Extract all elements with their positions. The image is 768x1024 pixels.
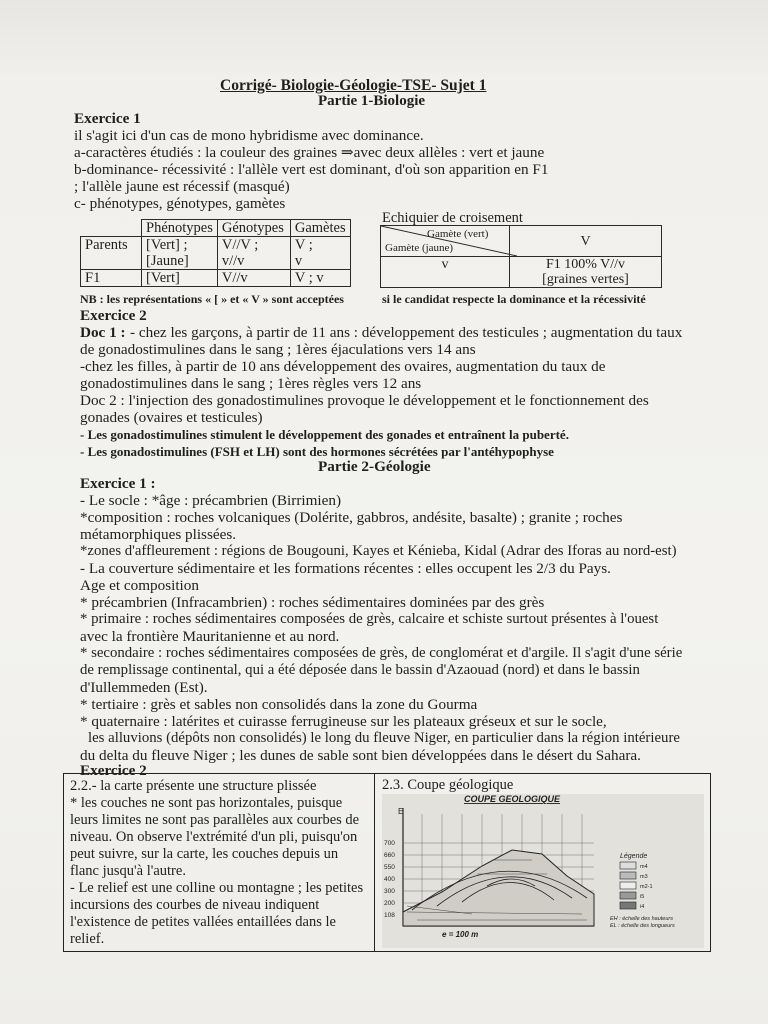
bio-ex2-conclusion: - Les gonadostimulines stimulent le développement des gonades et entraînent la puberté. (80, 427, 569, 442)
geo-line: du delta du fleuve Niger ; les dunes de sable sont bien développées dans le désert du Sahara. (80, 747, 641, 764)
y-tick: 200 (384, 900, 395, 907)
y-tick: 400 (384, 876, 395, 883)
legend-item: m4 (640, 864, 648, 870)
f1-genotype: V//v (217, 270, 290, 287)
parents-genotypes: V//V ; v//v (217, 237, 290, 270)
corner-top-label: Gamète (vert) (427, 228, 489, 240)
row-label-f1: F1 (81, 270, 142, 287)
geological-section-figure (382, 794, 704, 948)
bio-ex2-title: Exercice 2 (80, 307, 147, 324)
geo-line: * précambrien (Infracambrien) : roches sédimentaires dominées par des grès (80, 594, 545, 611)
geo-line: avec la frontière Mauritanienne et au nord. (80, 628, 340, 645)
box-left-line: leurs limites ne sont pas parallèles aux courbes de (70, 812, 360, 828)
table-corner (81, 220, 142, 237)
geo-line: *zones d'affleurement : régions de Bougouni, Kayes et Kénieba, Kidal (Adrar des Iforas au nord-est) (80, 543, 677, 559)
geo-line: les alluvions (dépôts non consolidés) le long du fleuve Niger, en particulier dans la région intérieure (88, 730, 680, 746)
genetics-table (80, 219, 351, 287)
f1-gametes: V ; v (290, 270, 350, 287)
geo-line: d'Iullemmeden (Est). (80, 679, 208, 696)
nb-note-left: NB : les représentations « [ » et « V » sont acceptées (80, 292, 344, 306)
legend-item: m2-1 (640, 884, 653, 890)
bio-ex1-line: il s'agit ici d'un cas de mono hybridisme avec dominance. (74, 127, 424, 144)
box-divider (374, 774, 375, 951)
bio-ex1-line: ; l'allèle jaune est récessif (masqué) (74, 178, 290, 195)
geo-line: de remplissage continental, qui a été déposée dans le bassin d'Azaouad (nord) et dans le bassin (80, 662, 640, 678)
coupe-section-title: 2.3. Coupe géologique (382, 777, 514, 793)
box-left-line: - Le relief est une colline ou montagne ; les petites (70, 880, 364, 896)
grid-corner (381, 226, 510, 257)
bio-ex2-line: -chez les filles, à partir de 10 ans développement des ovaires, augmentation du taux de (80, 358, 606, 375)
legend-item: i4 (640, 904, 645, 910)
table-header: Génotypes (217, 220, 290, 237)
doc1-label: Doc 1 : (80, 324, 126, 341)
bio-ex1-line: c- phénotypes, génotypes, gamètes (74, 195, 286, 212)
box-left-line: relief. (70, 931, 105, 947)
crossing-grid-title: Echiquier de croisement (382, 210, 523, 226)
row-label-parents: Parents (81, 237, 142, 270)
parents-phenotypes: [Vert] ; [Jaune] (142, 237, 218, 270)
bio-ex2-line: gonades (ovaires et testicules) (80, 409, 263, 426)
box-left-line: peut suivre, sur la carte, les couches depuis un (70, 846, 339, 862)
box-left-line: * les couches ne sont pas horizontales, puisque (70, 795, 343, 811)
grid-col-header: V (510, 226, 662, 257)
y-tick: 700 (384, 840, 395, 847)
grid-row-header: v (381, 257, 510, 288)
box-left-line: l'existence de petites vallées entaillées dans le (70, 914, 336, 930)
bio-ex2-line: gonadostimulines dans le sang ; 1ères règles vers 12 ans (80, 375, 422, 392)
geo-line: Age et composition (80, 577, 199, 594)
legend-title: Légende (620, 853, 648, 860)
scale-bar-label: e = 100 m (442, 930, 479, 939)
bio-ex1-title: Exercice 1 (74, 110, 141, 127)
corner-bottom-label: Gamète (jaune) (385, 242, 454, 254)
box-left-line: incursions des courbes de niveau indiquent (70, 897, 320, 913)
geo-line: * primaire : roches sédimentaires composées de grès, calcaire et schiste surtout présentes à l'ouest (80, 611, 659, 627)
scale-note: EH : échelle des hauteurs (610, 916, 673, 922)
bio-ex1-line: b-dominance- récessivité : l'allèle vert est dominant, d'où son apparition en F1 (74, 161, 549, 178)
legend-item: i5 (640, 894, 645, 900)
coupe-ylabel: E (398, 807, 404, 816)
bio-ex1-line: a-caractères étudiés : la couleur des graines ⇒avec deux allèles : vert et jaune (74, 144, 545, 161)
y-tick: 660 (384, 852, 395, 859)
exercise2-box (63, 773, 711, 952)
f1-phenotype: [Vert] (142, 270, 218, 287)
box-left-line: flanc jusqu'à l'autre. (70, 863, 186, 879)
nb-note-right: si le candidat respecte la dominance et la récessivité (382, 292, 646, 306)
geo-line: * quaternaire : latérites et cuirasse ferrugineuse sur les plateaux gréseux et sur le socle, (80, 713, 607, 730)
box-left-line: 2.2.- la carte présente une structure plissée (70, 778, 317, 794)
y-tick: 300 (384, 888, 395, 895)
box-left-line: niveau. On observe l'extrémité d'un pli, puisqu'on (70, 829, 358, 845)
geo-line: *composition : roches volcaniques (Dolérite, gabbros, andésite, basalte) ; granite ; roches (80, 509, 623, 526)
geo-ex1-title: Exercice 1 : (80, 475, 156, 492)
grid-result-cell: F1 100% V//v [graines vertes] (510, 257, 662, 288)
bio-ex2-line: de gonadostimulines dans le sang ; 1ères éjaculations vers 14 ans (80, 341, 476, 358)
crossing-grid (380, 225, 662, 288)
bio-ex2-conclusion: - Les gonadostimulines (FSH et LH) sont des hormones sécrétées par l'antéhypophyse (80, 444, 554, 459)
part1-title: Partie 1-Biologie (318, 93, 426, 109)
bio-ex2-line: Doc 2 : l'injection des gonadostimulines provoque le développement et le fonctionnement des (80, 392, 649, 409)
table-header: Gamètes (290, 220, 350, 237)
parents-gametes: V ; v (290, 237, 350, 270)
bio-ex2-line: - chez les garçons, à partir de 11 ans : développement des testicules ; augmentation du taux (130, 324, 683, 341)
geo-line: - La couverture sédimentaire et les formations récentes : elles occupent les 2/3 du Pays. (80, 560, 611, 577)
document-title: Corrigé- Biologie-Géologie-TSE- Sujet 1 (220, 77, 487, 94)
scale-note: EL : échelle des longueurs (610, 923, 675, 929)
geo-line: * tertiaire : grès et sables non consolidés dans la zone du Gourma (80, 696, 478, 713)
y-tick: 108 (384, 912, 395, 919)
y-tick: 550 (384, 864, 395, 871)
geo-ex2-title: Exercice 2 (80, 762, 147, 779)
coupe-heading: COUPE GEOLOGIQUE (464, 794, 561, 804)
geo-line: - Le socle : *âge : précambrien (Birrimien) (80, 492, 342, 509)
part2-title: Partie 2-Géologie (318, 458, 431, 475)
geo-line: métamorphiques plissées. (80, 526, 237, 543)
table-header: Phénotypes (142, 220, 218, 237)
legend-item: m3 (640, 874, 648, 880)
geo-line: * secondaire : roches sédimentaires composées de grès, de conglomérat et d'argile. Il s'agit d'une série (80, 645, 683, 661)
